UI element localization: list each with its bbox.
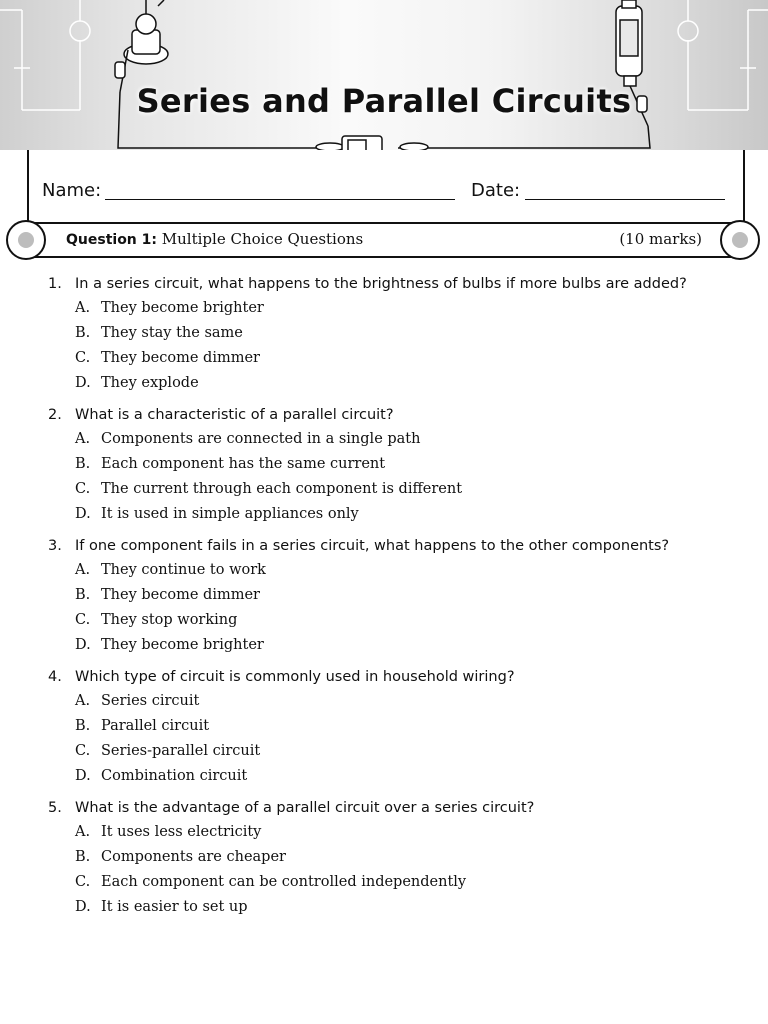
option-letter: D.	[75, 375, 91, 391]
option-text: Components are connected in a single path	[101, 431, 421, 447]
question-text: Which type of circuit is commonly used in household wiring?	[75, 669, 515, 685]
answer-option[interactable]	[48, 346, 748, 371]
question-number: 5.	[48, 800, 62, 816]
option-text: It is easier to set up	[101, 899, 248, 915]
option-letter: B.	[75, 849, 91, 865]
question-text: What is a characteristic of a parallel circuit?	[75, 407, 394, 423]
left-circle-decoration	[6, 220, 46, 260]
answer-option[interactable]	[48, 427, 748, 452]
name-date-box	[27, 150, 745, 222]
question-heading	[48, 796, 748, 820]
option-letter: D.	[75, 637, 91, 653]
answer-option[interactable]	[48, 845, 748, 870]
answer-option[interactable]	[48, 870, 748, 895]
right-circle-decoration	[720, 220, 760, 260]
option-letter: D.	[75, 768, 91, 784]
option-text: Each component can be controlled independently	[101, 874, 467, 890]
option-text: Series circuit	[101, 693, 200, 709]
question-item	[48, 665, 748, 789]
option-text: Combination circuit	[101, 768, 248, 784]
option-letter: A.	[75, 562, 91, 578]
option-text: They stop working	[101, 612, 238, 628]
name-label: Name:	[42, 180, 102, 201]
option-text: They continue to work	[101, 562, 266, 578]
answer-option[interactable]	[48, 633, 748, 658]
answer-option[interactable]	[48, 895, 748, 920]
option-text: They become dimmer	[101, 350, 260, 366]
question-heading	[48, 403, 748, 427]
question-item	[48, 534, 748, 658]
option-text: Parallel circuit	[101, 718, 210, 734]
option-letter: B.	[75, 456, 91, 472]
option-letter: B.	[75, 718, 91, 734]
switch-icon	[316, 136, 428, 150]
answer-option[interactable]	[48, 452, 748, 477]
date-label: Date:	[471, 180, 521, 201]
question-heading	[48, 534, 748, 558]
question-number: 2.	[48, 407, 62, 423]
answer-option[interactable]	[48, 558, 748, 583]
option-text: It is used in simple appliances only	[101, 506, 359, 522]
light-bulb-holder-icon	[115, 0, 168, 92]
option-text: They explode	[101, 375, 199, 391]
answer-option[interactable]	[48, 714, 748, 739]
answer-option[interactable]	[48, 371, 748, 396]
answer-option[interactable]	[48, 296, 748, 321]
answer-option[interactable]	[48, 477, 748, 502]
answer-option[interactable]	[48, 820, 748, 845]
question-number: 1.	[48, 276, 62, 292]
option-letter: A.	[75, 300, 91, 316]
question-item	[48, 403, 748, 527]
question-section-label: Question 1:	[66, 232, 157, 248]
option-letter: A.	[75, 431, 91, 447]
question-text: In a series circuit, what happens to the brightness of bulbs if more bulbs are added?	[75, 276, 687, 292]
option-text: They become brighter	[101, 300, 264, 316]
question-section-description: Multiple Choice Questions	[161, 230, 364, 248]
answer-option[interactable]	[48, 502, 748, 527]
option-letter: C.	[75, 481, 91, 497]
option-text: They stay the same	[101, 325, 243, 341]
header-banner	[0, 0, 768, 150]
option-text: Components are cheaper	[101, 849, 286, 865]
option-letter: C.	[75, 350, 91, 366]
circuit-illustration	[0, 0, 768, 150]
option-text: The current through each component is different	[101, 481, 463, 497]
answer-option[interactable]	[48, 321, 748, 346]
question-list	[48, 272, 748, 927]
date-field[interactable]	[525, 199, 725, 200]
answer-option[interactable]	[48, 583, 748, 608]
question-section-title	[66, 230, 363, 248]
option-letter: A.	[75, 824, 91, 840]
option-letter: C.	[75, 612, 91, 628]
question-text: What is the advantage of a parallel circuit over a series circuit?	[75, 800, 535, 816]
option-letter: C.	[75, 874, 91, 890]
answer-option[interactable]	[48, 764, 748, 789]
option-letter: D.	[75, 899, 91, 915]
option-text: It uses less electricity	[101, 824, 262, 840]
option-text: Series-parallel circuit	[101, 743, 261, 759]
question-text: If one component fails in a series circuit, what happens to the other components?	[75, 538, 670, 554]
option-letter: A.	[75, 693, 91, 709]
option-letter: D.	[75, 506, 91, 522]
answer-option[interactable]	[48, 608, 748, 633]
question-section-marks: (10 marks)	[619, 230, 702, 248]
option-letter: B.	[75, 325, 91, 341]
option-letter: B.	[75, 587, 91, 603]
option-text: Each component has the same current	[101, 456, 386, 472]
name-field[interactable]	[105, 199, 455, 200]
page-title: Series and Parallel Circuits	[136, 82, 632, 120]
question-number: 3.	[48, 538, 62, 554]
answer-option[interactable]	[48, 739, 748, 764]
question-number: 4.	[48, 669, 62, 685]
option-text: They become brighter	[101, 637, 264, 653]
answer-option[interactable]	[48, 689, 748, 714]
option-letter: C.	[75, 743, 91, 759]
question-item	[48, 272, 748, 396]
question-item	[48, 796, 748, 920]
question-heading	[48, 272, 748, 296]
option-text: They become dimmer	[101, 587, 260, 603]
question-heading	[48, 665, 748, 689]
